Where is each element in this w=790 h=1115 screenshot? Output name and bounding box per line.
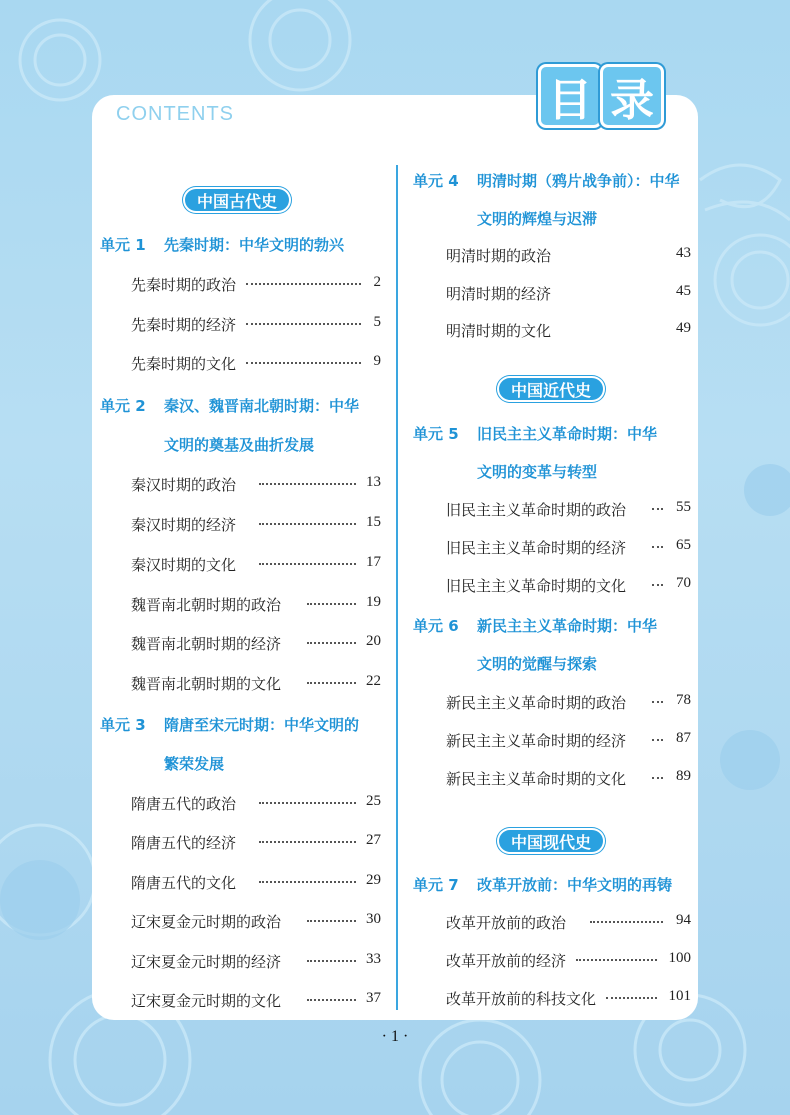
unit-2-heading[interactable] <box>100 395 359 416</box>
entry-page: 22 <box>366 673 381 689</box>
unit-1-heading[interactable] <box>100 234 344 255</box>
contents-heading: CONTENTS <box>116 103 234 125</box>
entry-page: 33 <box>366 951 381 967</box>
section-modern-history: 中国近代史 <box>497 376 605 402</box>
entry-page: 101 <box>668 988 691 1004</box>
leader-dots <box>307 603 356 605</box>
title-char-2: 录 <box>600 64 664 128</box>
section-contemporary-history: 中国现代史 <box>497 828 605 854</box>
leader-dots <box>307 682 356 684</box>
leader-dots <box>652 584 663 586</box>
unit-3-title: 隋唐至宋元时期：中华文明的 <box>164 716 360 734</box>
entry-page: 37 <box>366 990 381 1006</box>
entry-text: 秦汉时期的政治 <box>131 476 237 494</box>
entry-text: 辽宋夏金元时期的经济 <box>131 953 282 971</box>
entry-page: 100 <box>668 950 691 966</box>
entry-text: 改革开放前的政治 <box>446 914 567 932</box>
unit-4-heading[interactable] <box>413 170 680 191</box>
unit-4-title: 明清时期（鸦片战争前）：中华 <box>477 172 680 190</box>
entry-text: 隋唐五代的政治 <box>131 795 237 813</box>
unit-2-title-cont: 文明的奠基及曲折发展 <box>164 436 315 454</box>
entry-text: 魏晋南北朝时期的经济 <box>131 635 282 653</box>
leader-dots <box>652 777 663 779</box>
unit-1-label: 单元 1 <box>100 236 146 254</box>
title-mulu <box>538 64 660 126</box>
entry-page: 15 <box>366 514 381 530</box>
leader-dots <box>259 802 356 804</box>
entry-page: 78 <box>676 692 691 708</box>
entry-page: 19 <box>366 594 381 610</box>
entry-page: 13 <box>366 474 381 490</box>
unit-4-label: 单元 4 <box>413 172 459 190</box>
leader-dots <box>246 283 361 285</box>
leader-dots <box>259 881 356 883</box>
leader-dots <box>259 841 356 843</box>
entry-text: 明清时期的政治 <box>446 247 552 265</box>
entry-page: 55 <box>676 499 691 515</box>
title-char-1: 目 <box>538 64 602 128</box>
entry-text: 新民主主义革命时期的文化 <box>446 770 627 788</box>
leader-dots <box>259 523 356 525</box>
leader-dots <box>576 959 657 961</box>
unit-5-title: 旧民主主义革命时期：中华 <box>477 425 658 443</box>
entry-text: 辽宋夏金元时期的政治 <box>131 913 282 931</box>
unit-5-heading[interactable] <box>413 423 657 444</box>
leader-dots <box>652 546 663 548</box>
entry-text: 先秦时期的经济 <box>131 316 237 334</box>
entry-text: 明清时期的文化 <box>446 322 552 340</box>
entry-page: 2 <box>373 274 381 290</box>
entry-page: 43 <box>676 245 691 261</box>
unit-6-label: 单元 6 <box>413 617 459 635</box>
entry-page: 45 <box>676 283 691 299</box>
unit-6-title-cont: 文明的觉醒与探索 <box>477 655 598 673</box>
unit-3-heading[interactable] <box>100 714 359 735</box>
unit-6-title: 新民主主义革命时期：中华 <box>477 617 658 635</box>
unit-7-label: 单元 7 <box>413 876 459 894</box>
entry-text: 秦汉时期的经济 <box>131 516 237 534</box>
entry-page: 9 <box>373 353 381 369</box>
unit-2-title: 秦汉、魏晋南北朝时期：中华 <box>164 397 360 415</box>
unit-3-label: 单元 3 <box>100 716 146 734</box>
entry-page: 29 <box>366 872 381 888</box>
entry-text: 隋唐五代的经济 <box>131 834 237 852</box>
leader-dots <box>307 920 356 922</box>
entry-page: 87 <box>676 730 691 746</box>
leader-dots <box>259 563 356 565</box>
leader-dots <box>307 999 356 1001</box>
unit-4-title-cont: 文明的辉煌与迟滞 <box>477 210 598 228</box>
entry-text: 魏晋南北朝时期的文化 <box>131 675 282 693</box>
entry-text: 先秦时期的政治 <box>131 276 237 294</box>
unit-2-label: 单元 2 <box>100 397 146 415</box>
leader-dots <box>606 997 657 999</box>
leader-dots <box>652 508 663 510</box>
leader-dots <box>307 642 356 644</box>
entry-page: 27 <box>366 832 381 848</box>
entry-page: 70 <box>676 575 691 591</box>
unit-6-heading[interactable] <box>413 615 657 636</box>
entry-text: 旧民主主义革命时期的经济 <box>446 539 627 557</box>
unit-3-title-cont: 繁荣发展 <box>164 755 225 773</box>
column-divider <box>396 165 398 1010</box>
leader-dots <box>652 701 663 703</box>
entry-text: 旧民主主义革命时期的文化 <box>446 577 627 595</box>
unit-1-title: 先秦时期：中华文明的勃兴 <box>164 236 345 254</box>
entry-page: 17 <box>366 554 381 570</box>
entry-text: 新民主主义革命时期的经济 <box>446 732 627 750</box>
entry-text: 明清时期的经济 <box>446 285 552 303</box>
leader-dots <box>259 483 356 485</box>
unit-7-heading[interactable] <box>413 874 672 895</box>
leader-dots <box>307 960 356 962</box>
leader-dots <box>246 323 361 325</box>
entry-page: 25 <box>366 793 381 809</box>
entry-text: 辽宋夏金元时期的文化 <box>131 992 282 1010</box>
entry-text: 改革开放前的经济 <box>446 952 567 970</box>
leader-dots <box>246 362 361 364</box>
entry-text: 改革开放前的科技文化 <box>446 990 597 1008</box>
entry-text: 隋唐五代的文化 <box>131 874 237 892</box>
leader-dots <box>590 921 663 923</box>
unit-5-label: 单元 5 <box>413 425 459 443</box>
entry-text: 旧民主主义革命时期的政治 <box>446 501 627 519</box>
entry-text: 魏晋南北朝时期的政治 <box>131 596 282 614</box>
entry-page: 49 <box>676 320 691 336</box>
unit-5-title-cont: 文明的变革与转型 <box>477 463 598 481</box>
entry-page: 20 <box>366 633 381 649</box>
entry-page: 65 <box>676 537 691 553</box>
unit-7-title: 改革开放前：中华文明的再铸 <box>477 876 673 894</box>
section-ancient-history: 中国古代史 <box>183 187 291 213</box>
entry-text: 先秦时期的文化 <box>131 355 237 373</box>
page-number: · 1 · <box>381 1028 409 1045</box>
entry-page: 94 <box>676 912 691 928</box>
entry-text: 秦汉时期的文化 <box>131 556 237 574</box>
leader-dots <box>652 739 663 741</box>
entry-page: 5 <box>373 314 381 330</box>
entry-page: 89 <box>676 768 691 784</box>
entry-page: 30 <box>366 911 381 927</box>
entry-text: 新民主主义革命时期的政治 <box>446 694 627 712</box>
